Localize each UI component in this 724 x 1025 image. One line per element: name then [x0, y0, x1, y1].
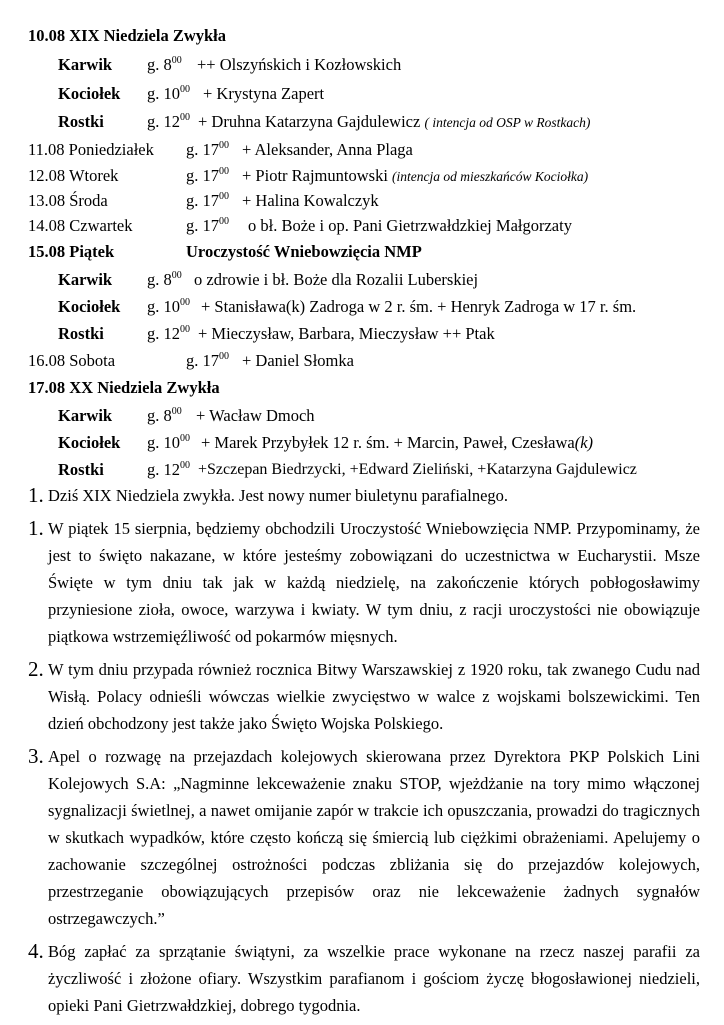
mass-intention: o zdrowie i bł. Boże dla Rozalii Luberskiej: [194, 270, 479, 289]
announcement-text: Bóg zapłać za sprzątanie świątyni, za wszelkie prace wykonane na rzecz naszej parafii za życzliwość i złożone ofiary. Wszystkim parafianom i gościom życzę błogosławionej niedzieli, opieki Pani Gietrzwałdzkiej, dobrego tygodnia.: [48, 942, 700, 1015]
mass-place: Kociołek: [58, 84, 121, 103]
mass-intention: + Daniel Słomka: [242, 351, 354, 370]
announcement-text: W tym dniu przypada również rocznica Bitwy Warszawskiej z 1920 roku, tak zwanego Cudu nad Wisłą. Polacy odnieśli wówczas wielkie zwycięstwo w walce z wojskami bolszewickimi. Ten dzień obchodzony jest także jako Święto Wojska Polskiego.: [48, 660, 700, 733]
announcement-item: [28, 938, 700, 1019]
mass-time: g. $10^{00}$: [147, 297, 190, 316]
mass-time: g. $17^{00}$: [186, 216, 229, 235]
mass-time: g. $17^{00}$: [186, 351, 229, 370]
mass-intention: +Szczepan Biedrzycki, +Edward Zieliński, +Katarzyna Gajdulewicz: [198, 461, 637, 478]
mass-intention: + Piotr Rajmuntowski (intencja od mieszkańców Kociołka): [242, 166, 589, 185]
weekday-label: 11.08 Poniedziałek: [28, 140, 154, 159]
mass-intention: + Wacław Dmoch: [196, 406, 315, 425]
mass-time: g. $10^{00}$: [147, 433, 190, 452]
announcement-number: 1.: [28, 483, 44, 507]
feast-day-label: 15.08 Piątek: [28, 242, 115, 261]
mass-intention: + Stanisława(k) Zadroga w 2 r. śm. + Henryk Zadroga w 17 r. śm.: [201, 297, 637, 316]
mass-time: g. $12^{00}$: [147, 112, 190, 131]
weekday-label: 14.08 Czwartek: [28, 216, 133, 235]
announcement-number: 1.: [28, 516, 44, 540]
mass-intention: + Krystyna Zapert: [203, 84, 325, 103]
announcement-item: [28, 515, 700, 650]
mass-intention: + Marek Przybyłek 12 r. śm. + Marcin, Paweł, Czesława(k): [201, 433, 594, 452]
sunday-header: 10.08 XIX Niedziela Zwykła: [28, 26, 226, 45]
mass-place: Kociołek: [58, 433, 121, 452]
mass-intention: + Druhna Katarzyna Gajdulewicz ( intencja od OSP w Rostkach): [198, 112, 591, 131]
mass-time: g. $8^{00}$: [147, 406, 182, 425]
intention-note: (intencja od mieszkańców Kociołka): [392, 169, 589, 184]
announcement-number: 4.: [28, 939, 44, 963]
mass-place: Karwik: [58, 406, 113, 425]
weekday-label: 12.08 Wtorek: [28, 166, 119, 185]
mass-place: Karwik: [58, 55, 113, 74]
announcement-text: W piątek 15 sierpnia, będziemy obchodzili Uroczystość Wniebowzięcia NMP. Przypominamy, że jest to święto nakazane, w które jesteśmy zobowiązani do uczestnictwa w Eucharystii. Msze Święte w tym dniu tak jak w każdą niedzielę, na zakończenie których pobłogosławimy przyniesione zioła, owoce, warzywa i kwiaty. W tym dniu, z racji uroczystości nie obowiązuje piątkowa wstrzemięźliwość od pokarmów mięsnych.: [48, 519, 700, 646]
mass-place: Rostki: [58, 324, 104, 343]
mass-place: Karwik: [58, 270, 113, 289]
announcement-item: [28, 743, 700, 932]
mass-intention: + Halina Kowalczyk: [242, 191, 379, 210]
announcement-item: [28, 482, 700, 509]
mass-place: Rostki: [58, 460, 104, 479]
weekday-label: 16.08 Sobota: [28, 351, 116, 370]
announcement-item: [28, 656, 700, 737]
announcement-text: Dziś XIX Niedziela zwykła. Jest nowy numer biuletynu parafialnego.: [48, 486, 509, 505]
mass-time: g. $17^{00}$: [186, 140, 229, 159]
mass-time: g. $8^{00}$: [147, 55, 182, 74]
feast-title: Uroczystość Wniebowzięcia NMP: [186, 242, 422, 261]
announcement-number: 3.: [28, 744, 44, 768]
sunday-header: 17.08 XX Niedziela Zwykła: [28, 378, 220, 397]
weekday-label: 13.08 Środa: [28, 191, 108, 210]
mass-time: g. $12^{00}$: [147, 324, 190, 343]
mass-intention: + Aleksander, Anna Plaga: [242, 140, 413, 159]
announcements-list: [28, 482, 700, 1025]
mass-time: g. $17^{00}$: [186, 166, 229, 185]
mass-time: g. $17^{00}$: [186, 191, 229, 210]
mass-intention: o bł. Boże i op. Pani Gietrzwałdzkiej Małgorzaty: [248, 216, 572, 235]
mass-time: g. $8^{00}$: [147, 270, 182, 289]
intention-note: (k): [574, 433, 594, 452]
mass-intention: + Mieczysław, Barbara, Mieczysław ++ Ptak: [198, 324, 495, 343]
mass-place: Kociołek: [58, 297, 121, 316]
intention-note: ( intencja od OSP w Rostkach): [424, 115, 591, 130]
announcement-number: 2.: [28, 657, 44, 681]
mass-time: g. $10^{00}$: [147, 84, 190, 103]
mass-intention: ++ Olszyńskich i Kozłowskich: [197, 55, 402, 74]
announcement-text: Apel o rozwagę na przejazdach kolejowych skierowana przez Dyrektora PKP Polskich Lini Kolejowych S.A: „Nagminne lekceważenie znaku STOP, wjeżdżanie na tory mimo włączonej sygnalizacji świetlnej, a nawet omijanie zapór w trakcie ich opuszczania, prowadzi do tragicznych w skutkach wypadków, które często kończą się śmiercią lub ciężkimi obrażeniami. Apelujemy o zachowanie szczególnej ostrożności podczas zbliżania się do przejazdów kolejowych, przestrzeganie obowiązujących przepisów oraz nie lekceważenie żadnych sygnałów ostrzegawczych.”: [48, 747, 700, 928]
mass-time: g. $12^{00}$: [147, 460, 190, 479]
mass-place: Rostki: [58, 112, 104, 131]
